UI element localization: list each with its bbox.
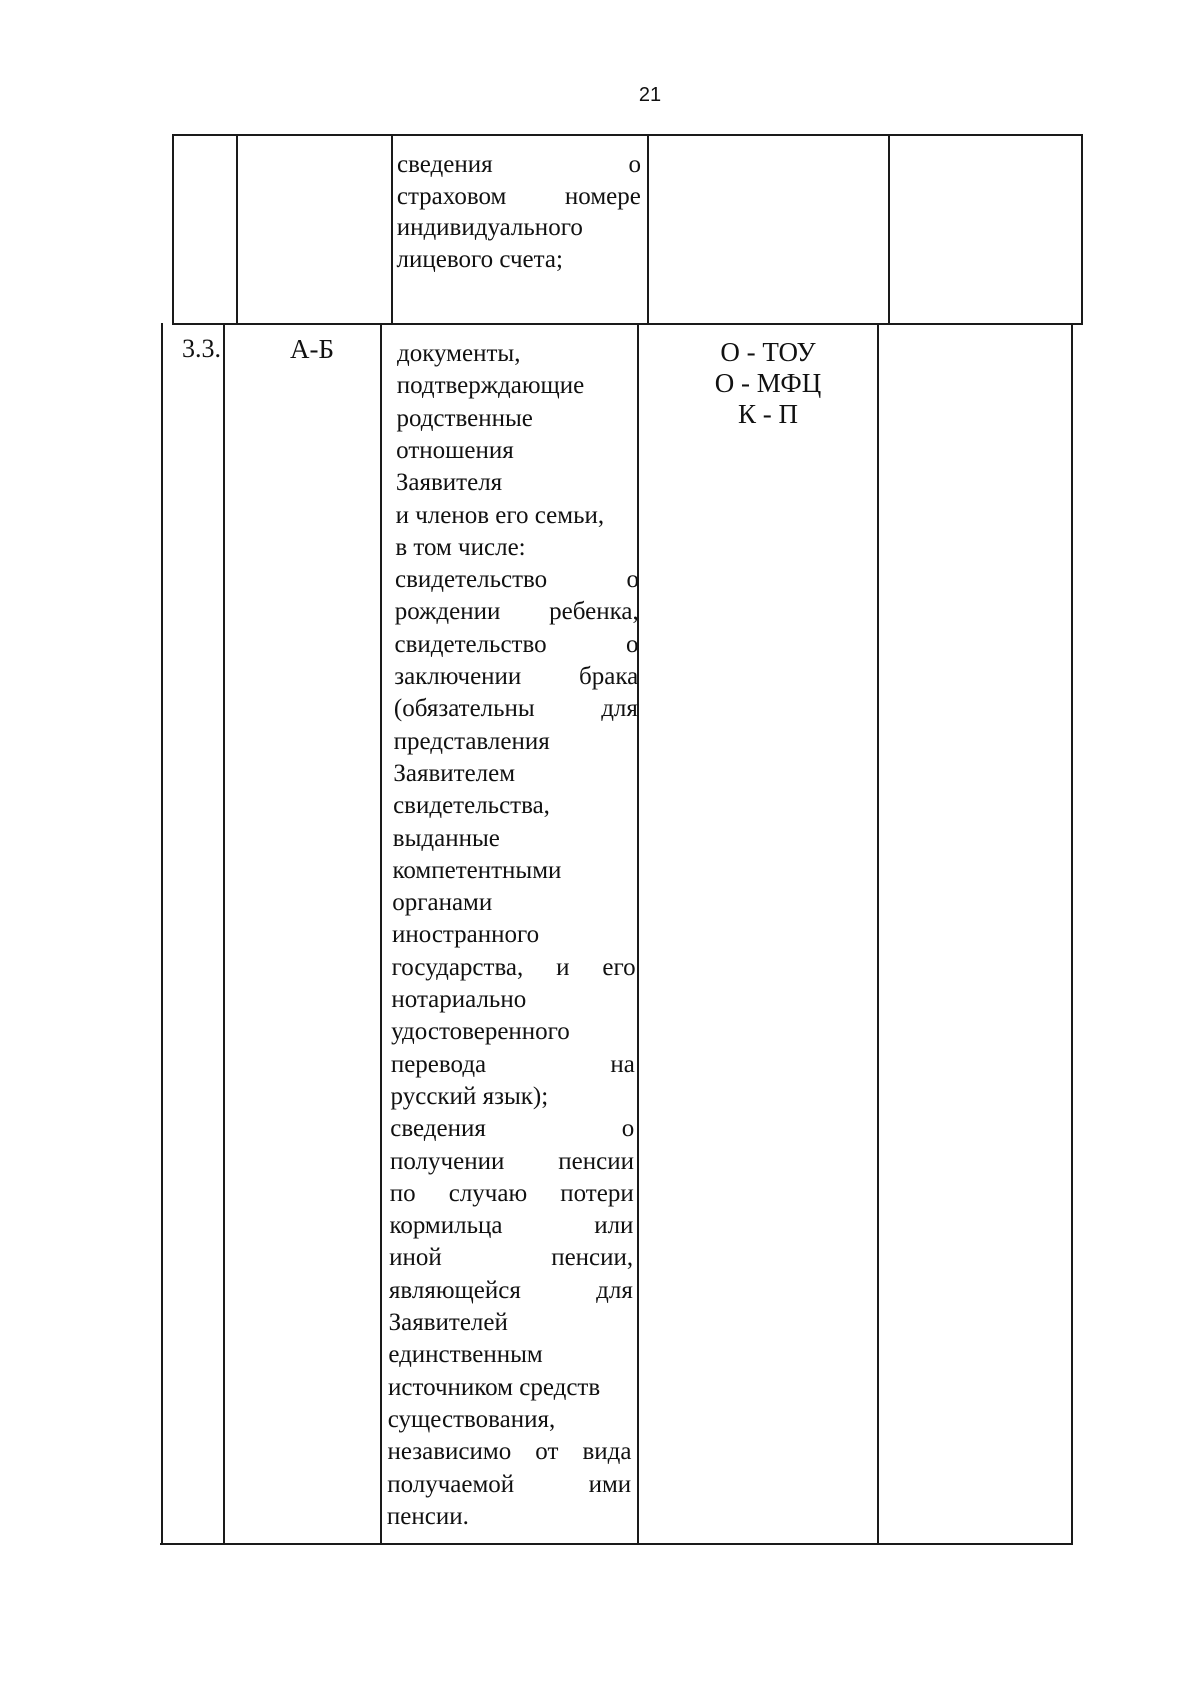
text-word: индивидуального (396, 214, 583, 241)
text-word: отношения (396, 436, 514, 464)
text-word: о (626, 566, 640, 594)
text-word: ими (588, 1470, 632, 1498)
text-word: заключении (394, 663, 522, 690)
text-line (395, 533, 525, 563)
text-word: подтверждающие (396, 372, 585, 400)
text-word: случаю (448, 1179, 528, 1207)
text-line (397, 339, 520, 369)
text-line (390, 1114, 634, 1144)
text-word: являющейся (388, 1276, 521, 1304)
text-word: компетентными (392, 856, 562, 884)
text-word: перевода (390, 1050, 487, 1078)
table-border-top (172, 134, 1083, 136)
text-line (397, 245, 563, 275)
text-word: Заявителя (395, 469, 503, 497)
text-word: получении (390, 1147, 505, 1175)
text-line (394, 727, 550, 757)
text-line (397, 213, 583, 243)
text-word: свидетельства, (393, 792, 550, 820)
text-word: источником средств (388, 1373, 601, 1401)
text-word: русский язык); (390, 1082, 549, 1110)
text-word: или (594, 1212, 634, 1240)
text-word: сведения (390, 1115, 486, 1143)
col-border (236, 134, 238, 325)
text-word: свидетельство (394, 630, 547, 658)
text-word: удостоверенного (391, 1018, 570, 1046)
text-line (391, 1050, 635, 1080)
text-word: пенсии, (551, 1244, 634, 1272)
text-word: рождении (394, 598, 501, 626)
col-border (1071, 323, 1073, 1545)
text-word: для (601, 695, 638, 723)
text-line (396, 468, 502, 498)
col-border (380, 323, 382, 1545)
text-word: выданные (392, 824, 500, 852)
text-word: пенсии. (386, 1502, 469, 1530)
text-line (392, 920, 539, 950)
text-line (390, 1147, 634, 1177)
text-word: потери (560, 1179, 634, 1207)
col-border (888, 134, 890, 325)
text-word: единственным (388, 1341, 543, 1369)
text-line (389, 1308, 508, 1338)
text-word: о (625, 630, 639, 658)
col-border (647, 134, 649, 325)
text-word: родственные (396, 404, 533, 432)
row-source-codes (640, 337, 896, 430)
text-line (389, 1211, 633, 1241)
text-line (392, 953, 636, 983)
text-line (391, 1082, 549, 1112)
text-line (393, 791, 550, 821)
col-border (391, 134, 393, 325)
text-word: его (602, 953, 636, 981)
text-word: нотариально (391, 986, 527, 1013)
text-word: номере (564, 182, 641, 210)
table-border-bottom (160, 1543, 1073, 1545)
text-word: иностранного (391, 921, 540, 949)
text-word: иной (389, 1244, 442, 1272)
source-code-line: О - ТОУ (720, 337, 816, 367)
text-word: страховом (396, 182, 507, 210)
col-border (877, 323, 879, 1545)
col-border (637, 323, 639, 1545)
text-word: по (389, 1179, 416, 1207)
text-line (391, 985, 526, 1015)
text-word: получаемой (387, 1470, 515, 1498)
text-line (395, 565, 639, 595)
row-number: 3.3. (182, 334, 221, 363)
text-line (387, 1502, 469, 1532)
text-word: независимо (387, 1438, 512, 1466)
text-line (388, 1405, 555, 1435)
text-line (387, 1437, 631, 1467)
text-line (394, 694, 638, 724)
row-category: А-Б (290, 334, 334, 364)
text-line (396, 501, 605, 531)
col-border (1081, 134, 1083, 325)
row-separator (172, 323, 1083, 325)
text-line (396, 436, 514, 466)
text-line (397, 150, 641, 180)
text-line (391, 1017, 570, 1047)
text-line (393, 856, 562, 886)
text-word: о (621, 1115, 635, 1143)
text-word: брака (579, 663, 639, 690)
text-line (389, 1243, 633, 1273)
text-word: и членов его семьи, (395, 501, 605, 529)
source-code-line: О - МФЦ (714, 368, 822, 398)
text-word: органами (392, 889, 493, 917)
text-line (390, 1179, 634, 1209)
col-border (161, 323, 163, 1545)
text-line (397, 371, 585, 401)
text-word: в том числе: (395, 533, 526, 561)
text-word: кормильца (389, 1212, 503, 1240)
text-line (389, 1276, 633, 1306)
text-line (395, 597, 639, 627)
text-line (388, 1373, 600, 1403)
page-number: 21 (638, 84, 662, 106)
text-word: пенсии (558, 1147, 634, 1175)
text-word: Заявителей (388, 1309, 508, 1336)
text-line (393, 824, 500, 854)
text-word: вида (582, 1438, 632, 1466)
text-line (387, 1470, 631, 1500)
text-word: государства, (391, 953, 524, 981)
col-border (223, 323, 225, 1545)
text-line (394, 630, 638, 660)
text-word: для (596, 1276, 633, 1304)
col-border (172, 134, 174, 325)
text-word: на (610, 1050, 635, 1078)
text-word: от (535, 1438, 559, 1466)
text-word: Заявителем (393, 759, 516, 787)
text-line (388, 1340, 542, 1370)
text-word: документы, (397, 340, 521, 367)
text-line (397, 182, 641, 212)
text-word: ребенка, (549, 598, 639, 626)
text-word: и (556, 953, 570, 981)
text-line (394, 662, 638, 692)
text-line (393, 759, 515, 789)
text-word: о (628, 151, 641, 178)
text-word: свидетельство (395, 566, 548, 594)
text-word: лицевого счета; (396, 245, 563, 273)
text-line (392, 888, 492, 918)
text-word: сведения (397, 151, 493, 178)
text-word: представления (393, 727, 550, 755)
text-line (396, 404, 532, 434)
source-code-line: К - П (738, 399, 798, 429)
text-word: существования, (387, 1405, 556, 1433)
text-word: (обязательны (393, 695, 535, 723)
